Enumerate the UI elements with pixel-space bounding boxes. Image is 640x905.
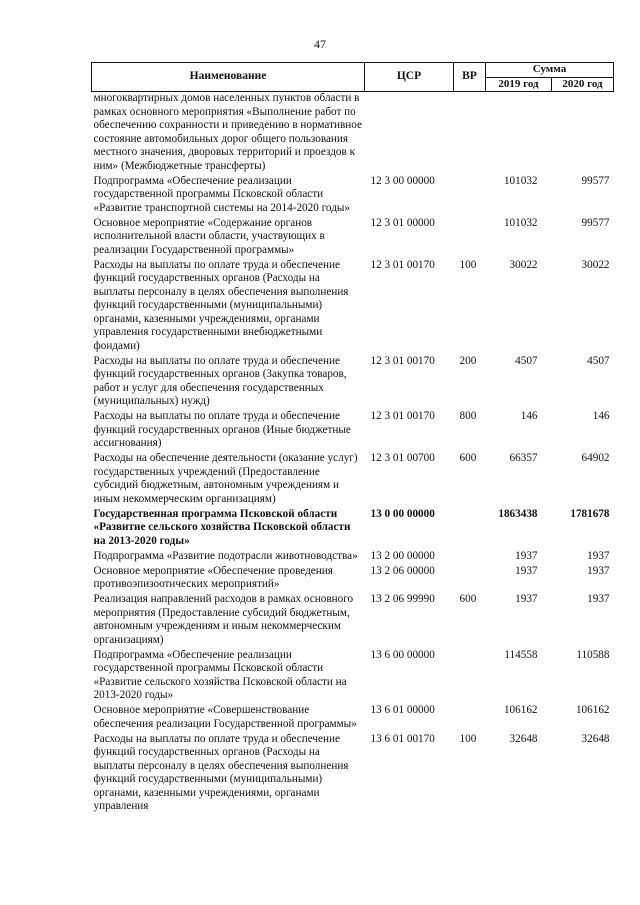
header-csr: ЦСР bbox=[365, 63, 454, 92]
header-vr: ВР bbox=[454, 63, 486, 92]
table-row bbox=[92, 565, 614, 594]
row-sum-2019: 1863438 bbox=[498, 507, 538, 520]
row-vr bbox=[454, 217, 486, 259]
header-year-2019: 2019 год bbox=[486, 77, 552, 92]
row-sum-2019: 101032 bbox=[503, 216, 538, 229]
row-sum-2019: 66357 bbox=[509, 452, 538, 464]
table-row bbox=[92, 550, 614, 565]
row-name: Расходы на выплаты по оплате труда и обеспечение функций государственных органов (Расходы на выплаты персоналу в целях обеспечения выполнения функций государственными (муниципальными) органами, казенными учреждениями, органами управления государственными внебюджетными фондами) bbox=[93, 258, 349, 352]
table-row bbox=[92, 704, 614, 733]
row-name: Подпрограмма «Обеспечение реализации государственной программы Псковской области «Развитие сельского хозяйства Псковской области на 2013-2020 годы» bbox=[93, 648, 347, 701]
row-csr: 13 6 01 00000 bbox=[370, 704, 435, 716]
row-sum-2020: 106162 bbox=[575, 704, 610, 716]
row-csr: 13 0 00 00000 bbox=[370, 507, 435, 520]
row-vr bbox=[454, 704, 486, 733]
table-row bbox=[92, 508, 614, 550]
row-sum-2019 bbox=[486, 92, 552, 175]
row-csr: 13 2 00 00000 bbox=[370, 549, 435, 562]
row-name: Расходы на выплаты по оплате труда и обеспечение функций государственных органов (Иные бюджетные ассигнования) bbox=[93, 410, 351, 449]
row-vr: 100 bbox=[459, 258, 477, 271]
row-sum-2019: 30022 bbox=[509, 258, 538, 271]
row-name: Основное мероприятие «Совершенствование обеспечения реализации Государственной программы» bbox=[93, 704, 357, 730]
row-sum-2019: 101032 bbox=[503, 174, 538, 187]
row-sum-2019: 1937 bbox=[515, 593, 538, 605]
row-name: многоквартирных домов населенных пунктов области в рамках основного мероприятия «Выполнение работ по обеспечению сохранности и приведению в нормативное состояние автомобильных дорог общего пользования местного значения, дворовых территорий и проездов к ним» (Межбюджетные трансферты) bbox=[93, 92, 362, 172]
table-row bbox=[92, 355, 614, 411]
row-sum-2020: 1937 bbox=[587, 549, 610, 562]
row-vr: 800 bbox=[459, 410, 477, 422]
row-name: Реализация направлений расходов в рамках основного мероприятия (Предоставление субсидий бюджетным, автономным учреждениям и иным некоммерческим организациям) bbox=[93, 593, 354, 646]
row-sum-2019: 1937 bbox=[515, 549, 538, 562]
table-row bbox=[92, 649, 614, 705]
row-vr bbox=[454, 508, 486, 550]
row-vr: 600 bbox=[459, 593, 477, 605]
row-sum-2020: 146 bbox=[592, 410, 610, 422]
row-sum-2020 bbox=[552, 92, 614, 175]
row-sum-2020: 64902 bbox=[581, 452, 610, 464]
row-sum-2020: 30022 bbox=[581, 258, 610, 271]
row-name: Расходы на выплаты по оплате труда и обеспечение функций государственных органов (Закупка товаров, работ и услуг для обеспечения государственных (муниципальных) нужд) bbox=[93, 354, 347, 407]
table-row bbox=[92, 92, 614, 175]
table-row bbox=[92, 410, 614, 452]
row-name: Подпрограмма «Развитие подотрасли животноводства» bbox=[93, 549, 358, 562]
row-csr: 12 3 01 00170 bbox=[370, 258, 435, 271]
row-name: Основное мероприятие «Содержание органов исполнительной власти области, участвующих в реализации Государственной программы» bbox=[93, 216, 325, 256]
table-row bbox=[92, 175, 614, 217]
row-sum-2019: 106162 bbox=[503, 704, 538, 716]
row-csr bbox=[365, 92, 454, 175]
row-name: Расходы на выплаты по оплате труда и обеспечение функций государственных органов (Расходы на выплаты персоналу в целях обеспечения выполнения функций государственными (муниципальными) органами, казенными учреждениями, органами управления bbox=[93, 732, 349, 812]
row-csr: 12 3 01 00000 bbox=[370, 216, 435, 229]
row-csr: 12 3 01 00170 bbox=[370, 410, 435, 422]
row-vr: 100 bbox=[459, 732, 477, 745]
row-csr: 13 2 06 99990 bbox=[370, 593, 435, 605]
row-sum-2020: 1937 bbox=[587, 593, 610, 605]
row-vr bbox=[454, 550, 486, 565]
row-sum-2019: 114558 bbox=[504, 648, 538, 661]
row-name: Расходы на обеспечение деятельности (оказание услуг) государственных учреждений (Предоставление субсидий бюджетным, автономным учреждениям и иным некоммерческим организациям) bbox=[93, 452, 358, 505]
row-name: Государственная программа Псковской области «Развитие сельского хозяйства Псковской области на 2013-2020 годы» bbox=[93, 507, 351, 547]
row-sum-2020: 4507 bbox=[587, 354, 610, 367]
row-name: Основное мероприятие «Обеспечение проведения противоэпизоотических мероприятий» bbox=[93, 564, 333, 590]
row-csr: 12 3 00 00000 bbox=[370, 174, 435, 187]
row-vr bbox=[454, 565, 486, 594]
row-sum-2019: 4507 bbox=[515, 354, 538, 367]
table-row bbox=[92, 217, 614, 259]
row-sum-2020: 1781678 bbox=[570, 507, 610, 520]
row-sum-2020: 99577 bbox=[581, 174, 610, 187]
row-sum-2019: 146 bbox=[520, 410, 538, 422]
row-vr bbox=[454, 92, 486, 175]
budget-table bbox=[91, 62, 614, 815]
table-row bbox=[92, 259, 614, 355]
table-row bbox=[92, 593, 614, 649]
row-csr: 12 3 01 00700 bbox=[370, 452, 435, 464]
table-row bbox=[92, 452, 614, 508]
row-sum-2020: 1937 bbox=[587, 564, 610, 577]
row-vr: 200 bbox=[459, 354, 477, 367]
table-header bbox=[92, 63, 614, 92]
row-name: Подпрограмма «Обеспечение реализации государственной программы Псковской области «Развитие транспортной системы на 2014-2020 годы» bbox=[93, 174, 350, 214]
row-sum-2019: 32648 bbox=[509, 732, 538, 745]
table-row bbox=[92, 733, 614, 816]
row-vr bbox=[454, 175, 486, 217]
page-number: 47 bbox=[314, 37, 326, 51]
row-sum-2020: 32648 bbox=[581, 732, 610, 745]
header-name: Наименование bbox=[92, 63, 365, 92]
header-year-2020: 2020 год bbox=[552, 77, 614, 92]
header-sum: Сумма bbox=[486, 63, 614, 78]
row-csr: 13 6 00 00000 bbox=[370, 648, 435, 661]
table-body bbox=[92, 92, 614, 816]
row-csr: 12 3 01 00170 bbox=[370, 354, 435, 367]
row-csr: 13 6 01 00170 bbox=[370, 732, 435, 745]
row-vr: 600 bbox=[459, 452, 477, 464]
row-csr: 13 2 06 00000 bbox=[370, 564, 435, 577]
row-sum-2019: 1937 bbox=[515, 564, 538, 577]
row-vr bbox=[454, 649, 486, 705]
row-sum-2020: 99577 bbox=[581, 216, 610, 229]
row-sum-2020: 110588 bbox=[576, 648, 610, 661]
